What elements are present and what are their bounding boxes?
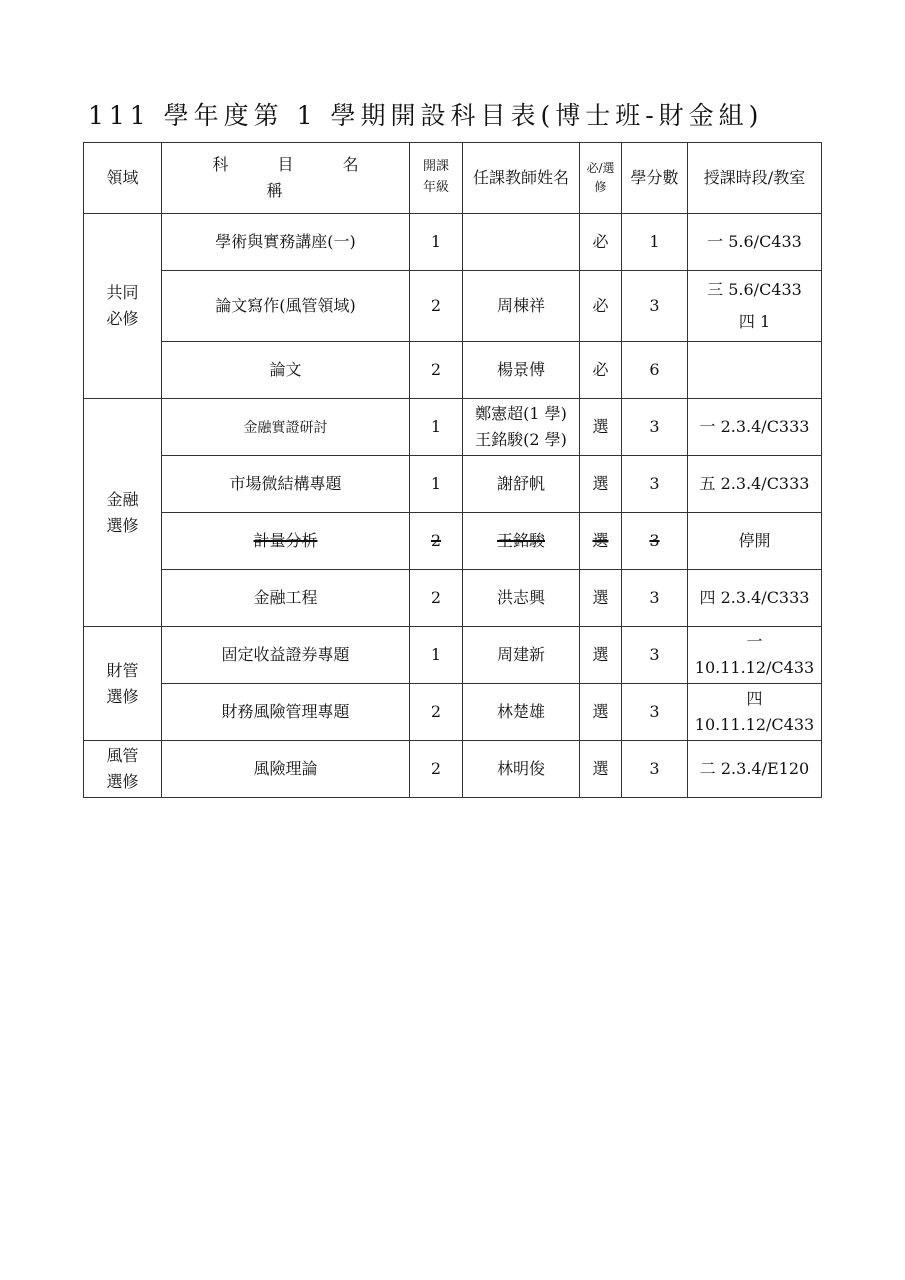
- credits-value: 3: [649, 296, 660, 316]
- schedule-value: 三 5.6/C433: [707, 280, 802, 300]
- required-cell: [580, 214, 622, 271]
- credits-cell: [622, 741, 688, 798]
- credits-value: 3: [649, 531, 660, 551]
- schedule-value-2: 四 1: [738, 312, 771, 331]
- required-value: 選: [592, 588, 609, 608]
- course-name-cell: [162, 271, 410, 342]
- credits-value: 1: [649, 232, 660, 252]
- required-value: 必: [592, 360, 609, 380]
- credits-cell: [622, 570, 688, 627]
- domain-line2: 選修: [106, 772, 139, 791]
- table-row: [84, 399, 822, 456]
- course-name-cell: [162, 684, 410, 741]
- credits-cell: [622, 627, 688, 684]
- grade-value: 1: [430, 474, 442, 494]
- domain-line1: 風管: [106, 746, 139, 766]
- schedule-cell: [688, 271, 822, 342]
- credits-cell: [622, 271, 688, 342]
- schedule-cell: [688, 456, 822, 513]
- required-value: 選: [592, 474, 609, 494]
- domain-line2: 選修: [106, 686, 139, 706]
- header-grade-line1: 開課: [422, 159, 449, 175]
- required-cell: [580, 342, 622, 399]
- grade-value: 1: [430, 232, 442, 252]
- grade-value: 1: [430, 417, 442, 437]
- schedule-cell: [688, 684, 822, 741]
- teacher-name: 謝舒帆: [496, 474, 545, 494]
- header-required: [580, 143, 622, 214]
- teacher-name: 周建新: [496, 645, 545, 665]
- course-name-cell: [162, 513, 410, 570]
- table-row: [84, 271, 822, 342]
- credits-value: 3: [649, 702, 660, 722]
- teacher-name: 林明俊: [496, 759, 545, 779]
- credits-cell: [622, 684, 688, 741]
- header-domain: 領域: [84, 143, 162, 214]
- domain-line2: 選修: [106, 515, 139, 535]
- teacher-name-2: 王銘駿(2 學): [475, 430, 567, 449]
- domain-cell: [84, 741, 162, 798]
- course-name-cell: [162, 456, 410, 513]
- course-name: 計量分析: [253, 531, 318, 551]
- grade-value: 2: [430, 702, 442, 722]
- header-grade-line2: 年級: [422, 180, 449, 195]
- schedule-value: 一 10.11.12/C433: [694, 632, 815, 677]
- course-name-cell: [162, 342, 410, 399]
- table-row: [84, 684, 822, 741]
- grade-cell: [410, 741, 463, 798]
- required-cell: [580, 570, 622, 627]
- teacher-cell: [463, 214, 580, 271]
- schedule-cell: [688, 513, 822, 570]
- table-row: [84, 627, 822, 684]
- table-row: [84, 741, 822, 798]
- credits-cell: [622, 456, 688, 513]
- header-credits: 學分數: [622, 143, 688, 214]
- course-name: 財務風險管理專題: [221, 702, 350, 722]
- course-name: 金融實證研討: [243, 420, 328, 437]
- course-name: 論文寫作(風管領域): [215, 296, 356, 316]
- course-name-cell: [162, 627, 410, 684]
- teacher-name: 楊景傅: [496, 360, 545, 380]
- domain-cell: [84, 627, 162, 741]
- grade-cell: [410, 570, 463, 627]
- schedule-cell: [688, 570, 822, 627]
- header-course-name: 科 目 名 稱: [162, 143, 410, 214]
- table-row: [84, 570, 822, 627]
- header-grade: [410, 143, 463, 214]
- page-title: 111 學年度第 1 學期開設科目表(博士班-財金組): [88, 101, 764, 130]
- credits-cell: [622, 513, 688, 570]
- required-cell: [580, 456, 622, 513]
- credits-cell: [622, 399, 688, 456]
- grade-value: 1: [430, 645, 442, 665]
- domain-cell: [84, 399, 162, 627]
- schedule-cell: [688, 399, 822, 456]
- credits-value: 3: [649, 588, 660, 608]
- schedule-cell: [688, 627, 822, 684]
- course-table: [83, 142, 822, 798]
- required-value: 選: [592, 645, 609, 665]
- teacher-cell: [463, 456, 580, 513]
- required-value: 必: [592, 232, 609, 252]
- domain-line2: 必修: [106, 309, 139, 328]
- course-name-cell: [162, 214, 410, 271]
- required-value: 選: [592, 531, 609, 551]
- credits-cell: [622, 214, 688, 271]
- teacher-cell: [463, 342, 580, 399]
- domain-line1: 金融: [106, 489, 139, 509]
- header-required-line1: 必/選: [586, 160, 615, 175]
- course-name: 風險理論: [253, 759, 318, 779]
- course-name-cell: [162, 399, 410, 456]
- domain-line1: 共同: [106, 283, 139, 303]
- grade-cell: [410, 271, 463, 342]
- schedule-cell: [688, 741, 822, 798]
- course-name: 學術與實務講座(一): [215, 232, 356, 252]
- teacher-cell: [463, 684, 580, 741]
- grade-cell: [410, 684, 463, 741]
- schedule-value: 停開: [738, 531, 771, 551]
- required-value: 選: [592, 417, 609, 437]
- teacher-name: 林楚雄: [496, 702, 545, 722]
- schedule-value: 四 2.3.4/C333: [699, 588, 810, 608]
- teacher-name: 周棟祥: [496, 296, 545, 316]
- domain-line1: 財管: [106, 660, 139, 680]
- header-required-line2: 修: [594, 180, 607, 194]
- domain-cell: [84, 214, 162, 399]
- schedule-value: 四 10.11.12/C433: [694, 689, 815, 734]
- teacher-name: 鄭憲超(1 學): [475, 404, 567, 424]
- credits-value: 6: [649, 360, 660, 380]
- schedule-value: 一 5.6/C433: [707, 232, 802, 252]
- course-name: 市場微結構專題: [229, 474, 342, 494]
- teacher-cell: [463, 513, 580, 570]
- required-cell: [580, 271, 622, 342]
- credits-value: 3: [649, 417, 660, 437]
- schedule-value: 一 2.3.4/C333: [699, 417, 810, 437]
- credits-value: 3: [649, 474, 660, 494]
- credits-value: 3: [649, 759, 660, 779]
- grade-cell: [410, 456, 463, 513]
- header-schedule: 授課時段/教室: [688, 143, 822, 214]
- schedule-value: 五 2.3.4/C333: [699, 474, 810, 494]
- grade-cell: [410, 214, 463, 271]
- grade-value: 2: [430, 588, 442, 608]
- header-teacher: 任課教師姓名: [463, 143, 580, 214]
- required-value: 選: [592, 759, 609, 779]
- table-row: [84, 342, 822, 399]
- grade-cell: [410, 342, 463, 399]
- credits-value: 3: [649, 645, 660, 665]
- grade-value: 2: [430, 759, 442, 779]
- header-row: [84, 143, 822, 214]
- grade-value: 2: [430, 360, 442, 380]
- table-row: [84, 456, 822, 513]
- required-cell: [580, 741, 622, 798]
- teacher-cell: [463, 399, 580, 456]
- grade-cell: [410, 399, 463, 456]
- required-cell: [580, 513, 622, 570]
- teacher-cell: [463, 741, 580, 798]
- course-name-cell: [162, 570, 410, 627]
- credits-cell: [622, 342, 688, 399]
- teacher-cell: [463, 627, 580, 684]
- required-value: 選: [592, 702, 609, 722]
- grade-cell: [410, 627, 463, 684]
- table-row: [84, 513, 822, 570]
- course-name: 固定收益證券專題: [221, 645, 350, 665]
- required-value: 必: [592, 296, 609, 316]
- teacher-cell: [463, 271, 580, 342]
- course-name-cell: [162, 741, 410, 798]
- schedule-value: 二 2.3.4/E120: [699, 759, 810, 779]
- table-row: [84, 214, 822, 271]
- teacher-name: 王銘駿: [496, 531, 545, 551]
- teacher-name: 洪志興: [496, 588, 545, 608]
- grade-cell: [410, 513, 463, 570]
- schedule-cell: [688, 214, 822, 271]
- course-name: 金融工程: [253, 588, 318, 608]
- schedule-cell: [688, 342, 822, 399]
- required-cell: [580, 627, 622, 684]
- required-cell: [580, 399, 622, 456]
- course-name: 論文: [269, 360, 302, 380]
- teacher-cell: [463, 570, 580, 627]
- grade-value: 2: [430, 296, 442, 316]
- grade-value: 2: [430, 531, 442, 551]
- required-cell: [580, 684, 622, 741]
